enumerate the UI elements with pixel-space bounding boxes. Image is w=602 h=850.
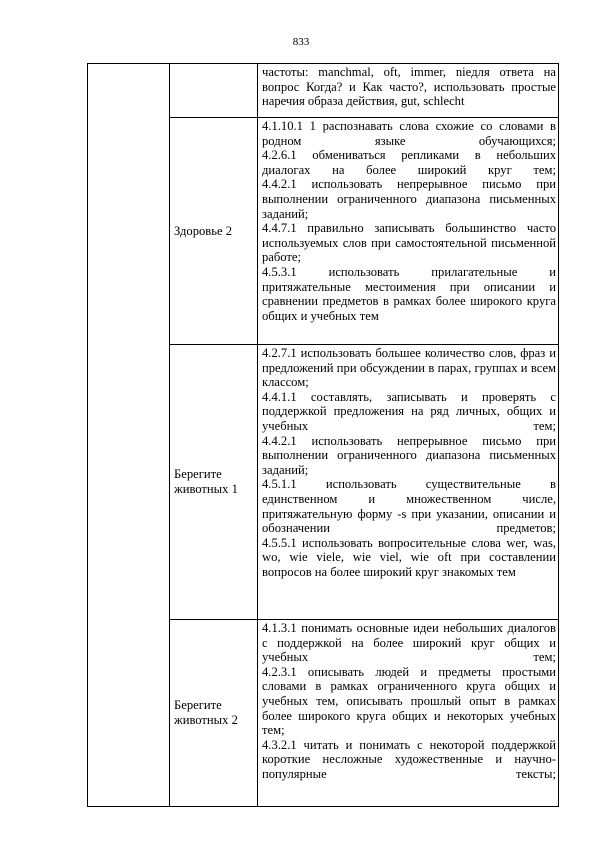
topic-cell: [170, 64, 258, 118]
objectives-cell: [258, 345, 559, 620]
objectives-cell: [258, 620, 559, 807]
page-number: 833: [292, 36, 310, 48]
objective-item: 4.4.2.1 использовать непрерывное письмо при выполнении ограниченного диапазона письменных заданий;: [262, 433, 556, 477]
objective-item: 4.4.2.1 использовать непрерывное письмо при выполнении ограниченного диапазона письменных заданий;: [262, 177, 556, 221]
objective-item: 4.4.1.1 составлять, записывать и проверять с поддержкой предложения на ряд личных, общих и учебных тем;: [262, 389, 556, 433]
objectives-cell: [258, 118, 559, 345]
objectives-cell: [258, 64, 559, 118]
curriculum-table: [87, 63, 559, 807]
objective-item: 4.2.7.1 использовать большее количество слов, фраз и предложений при обсуждении в парах, группах и всем классом;: [262, 346, 556, 390]
topic-cell: Берегите животных 1: [170, 345, 258, 620]
objective-item: 4.5.1.1 использовать существительные в единственном и множественном числе, притяжательную форму -s при указании, описании и обозначении предметов;: [262, 477, 556, 536]
objective-item: 4.1.3.1 понимать основные идеи небольших диалогов с поддержкой на более широкий круг общих и учебных тем;: [262, 621, 556, 665]
objective-item: 4.3.2.1 читать и понимать с некоторой поддержкой короткие несложные художественные и научно-популярные тексты;: [262, 737, 556, 781]
objective-item: 4.5.5.1 использовать вопросительные слова wer, was, wo, wie viele, wie viel, wie oft при составлении вопросов на более широкий круг знакомых тем: [262, 535, 556, 579]
objective-item: частоты: manchmal, oft, immer, nie: [262, 65, 472, 79]
objective-item: 4.2.3.1 описывать людей и предметы простыми словами в рамках ограниченного круга общих и учебных тем, описывать прошлый опыт в рамках более широкого круга общих и некоторых учебных тем;: [262, 664, 556, 738]
table-row: [88, 64, 559, 118]
objective-item: для ответа на вопрос Когда? и Как часто?, использовать простые наречия образа действия, gut, schlecht: [262, 65, 556, 109]
topic-cell: Берегите животных 2: [170, 620, 258, 807]
topic-cell: Здоровье 2: [170, 118, 258, 345]
section-column-cell: [88, 64, 170, 807]
objective-item: 4.4.7.1 правильно записывать большинство часто используемых слов при самостоятельной письменной работе;: [262, 221, 556, 265]
objective-item: 4.1.10.1 1 распознавать слова схожие со словами в родном языке обучающихся;: [262, 119, 556, 148]
objective-item: 4.2.6.1 обмениваться репликами в небольших диалогах на более широкий круг тем;: [262, 148, 556, 177]
objective-item: 4.5.3.1 использовать прилагательные и притяжательные местоимения при описании и сравнении предметов в рамках более широкого круга общих и учебных тем: [262, 264, 556, 323]
